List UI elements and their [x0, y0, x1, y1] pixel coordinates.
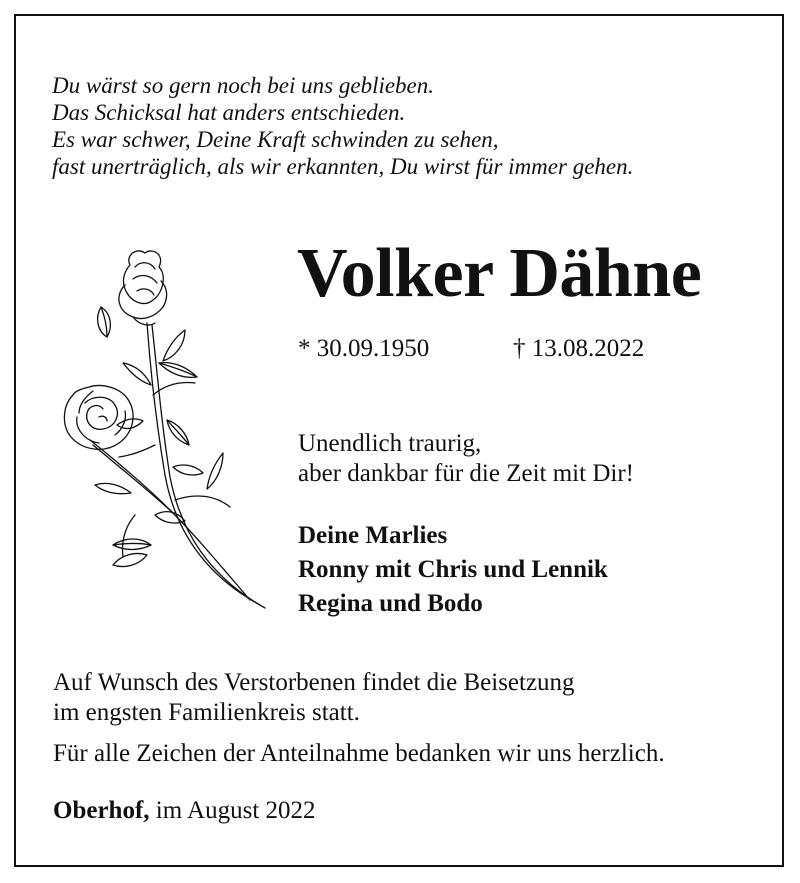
signoff-place: Oberhof,	[53, 797, 150, 824]
notice-line: im engsten Familienkreis statt.	[53, 699, 360, 726]
rose-leaf	[117, 419, 143, 429]
poem-line: Das Schicksal hat anders entschieden.	[52, 100, 406, 125]
rose-illustration	[55, 245, 270, 620]
death-date: † 13.08.2022	[513, 335, 645, 362]
deceased-name: Volker Dähne	[297, 235, 702, 312]
rose-stem	[90, 440, 250, 600]
mourners-list	[298, 519, 608, 621]
life-dates	[298, 334, 645, 364]
rose-leaf	[98, 307, 111, 337]
rose-stem	[93, 445, 173, 513]
poem	[52, 72, 633, 180]
rose-leaf	[173, 465, 203, 475]
mourner-name: Regina und Bodo	[298, 590, 483, 617]
rose-leaf	[95, 483, 131, 493]
condolence-line: Unendlich traurig,	[298, 430, 482, 457]
notice-line: Auf Wunsch des Verstorbenen findet die Beisetzung	[53, 669, 575, 696]
funeral-notice	[53, 668, 575, 728]
rose-bud	[123, 251, 163, 304]
signoff	[53, 796, 316, 826]
mourner-name: Ronny mit Chris und Lennik	[298, 556, 608, 583]
signoff-date: im August 2022	[155, 797, 316, 824]
birth-date: * 30.09.1950	[298, 335, 430, 362]
rose-stem	[147, 323, 260, 605]
rose-leaf	[113, 553, 147, 566]
condolence-text	[298, 429, 634, 489]
condolence-line: aber dankbar für die Zeit mit Dir!	[298, 460, 634, 487]
thanks-text: Für alle Zeichen der Anteilnahme bedanken wir uns herzlich.	[53, 740, 665, 767]
rose-leaf	[123, 363, 151, 385]
rose-leaf	[207, 453, 223, 489]
poem-line: Du wärst so gern noch bei uns geblieben.	[52, 73, 435, 98]
poem-line: Es war schwer, Deine Kraft schwinden zu sehen,	[52, 127, 499, 152]
mourner-name: Deine Marlies	[298, 522, 448, 549]
rose-leaf	[163, 330, 185, 361]
poem-line: fast unerträglich, als wir erkannten, Du wirst für immer gehen.	[52, 154, 634, 179]
